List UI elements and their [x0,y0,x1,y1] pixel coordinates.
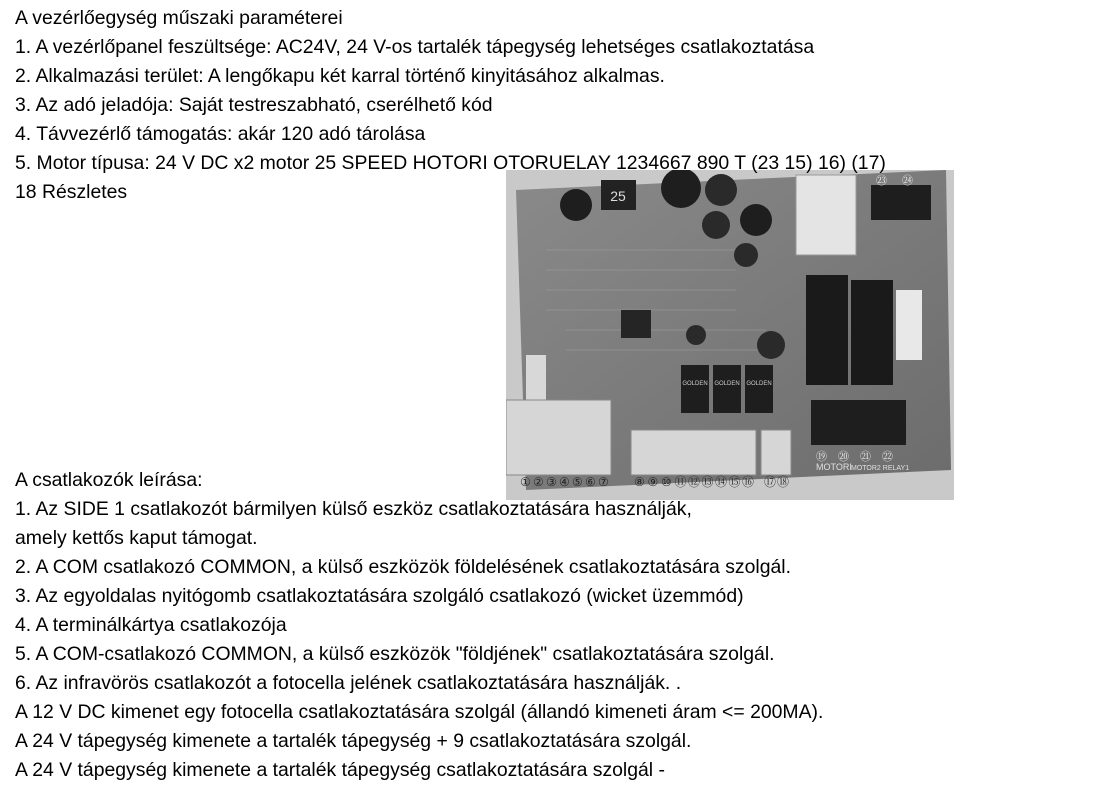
connector-number-label: ⑥ [585,475,596,489]
connector-number-label: ⑳ [838,451,849,463]
microchip [621,310,651,338]
small-terminal-block [761,430,791,475]
small-relay [745,365,773,413]
svg-text:GOLDEN: GOLDEN [746,381,772,387]
transformer-block [796,175,856,255]
capacitor [702,211,730,239]
connector-line: amely kettős kaput támogat. [15,527,258,549]
connector-line: A 24 V tápegység kimenete a tartalék tápegység csatlakoztatására szolgál - [15,759,665,781]
connector-number-label: ⑫ [688,475,701,489]
connector-number-label: ㉔ [902,175,913,187]
spec-line: 2. Alkalmazási terület: A lengőkapu két karral történő kinyitásához alkalmas. [15,65,665,87]
capacitor [705,174,737,206]
connector-number-label: ⑬ [701,475,714,489]
display-digit: 25 [610,188,626,204]
connector-line: A 24 V tápegység kimenete a tartalék tápegység + 9 csatlakoztatására szolgál. [15,730,692,752]
svg-text:GOLDEN: GOLDEN [714,381,740,387]
control-board-illustration [506,170,954,500]
connector-line: 2. A COM csatlakozó COMMON, a külső eszközök földelésének csatlakoztatására szolgál. [15,556,791,578]
connector-number-label: ③ [546,475,557,489]
connector-number-label: ⑨ [647,475,659,489]
capacitor [734,243,758,267]
connector-number-label: ⑧ [634,475,645,489]
spec-line: A vezérlőegység műszaki paraméterei [15,7,343,29]
connector-number-label: ⑲ [816,451,827,463]
connector-number-label: ④ [559,475,570,489]
spec-line: 18 Részletes [15,181,128,203]
relay [851,280,893,385]
spec-line: 1. A vezérlőpanel feszültsége: AC24V, 24 V-os tartalék tápegység lehetséges csatlakoztatása [15,36,815,58]
motor-terminal-block [811,400,906,445]
connector-number-label: ⑮ [728,475,741,489]
connector-number-label: ㉑ [860,451,871,463]
capacitor [560,189,592,221]
left-connector-labels [520,475,609,489]
left-terminal-block [506,400,611,475]
relay [806,275,848,385]
capacitor [740,204,772,236]
spec-line: 5. Motor típusa: 24 V DC x2 motor 25 SPEED HOTORI OTORUELAY 1234667 890 T (23 15) 16) (17) [15,152,886,174]
connector-number-label: ① [520,475,531,489]
connector-number-label: ② [533,475,544,489]
connector-line: 3. Az egyoldalas nyitógomb csatlakoztatására szolgáló csatlakozó (wicket üzemmód) [15,585,744,607]
top-right-terminal [871,185,931,220]
connector-line: 5. A COM-csatlakozó COMMON, a külső eszközök "földjének" csatlakoztatására szolgál. [15,643,775,665]
middle-terminal-block [631,430,756,475]
connector-line: A csatlakozók leírása: [15,469,203,491]
capacitor [757,331,785,359]
svg-text:MOTORI: MOTORI [816,462,852,472]
connector-number-label: ⑦ [598,475,609,489]
connector-line: 1. Az SIDE 1 csatlakozót bármilyen külső eszköz csatlakoztatására használják, [15,498,692,520]
connector-number-label: ⑰ [764,475,777,489]
middle-connector-labels [634,475,754,489]
connector-number-label: ⑤ [572,475,583,489]
connector-number-label: ⑪ [674,475,687,489]
connector-number-label: ⑯ [742,475,755,489]
control-board-photo [506,170,954,500]
connector-number-label: ⑱ [777,475,790,489]
connector-number-label: ⑩ [661,475,672,489]
connector-line: 6. Az infravörös csatlakozót a fotocella jelének csatlakoztatására használják. . [15,672,682,694]
capacitor [686,325,706,345]
side-connector [526,355,546,400]
svg-text:GOLDEN: GOLDEN [682,381,708,387]
spec-line: 3. Az adó jeladója: Saját testreszabható, cserélhető kód [15,94,493,116]
spec-line: 4. Távvezérlő támogatás: akár 120 adó tárolása [15,123,426,145]
connector-line: 4. A terminálkártya csatlakozója [15,614,287,636]
connector-number-label: ㉓ [876,175,887,187]
right-small-connector-labels [764,475,789,489]
connector-number-label: ⑭ [715,475,728,489]
connector-number-label: ㉒ [882,451,893,463]
small-relay [681,365,709,413]
small-relay [713,365,741,413]
relay-cover [896,290,922,360]
svg-text:MOTOR2 RELAY1: MOTOR2 RELAY1 [851,465,910,472]
connector-line: A 12 V DC kimenet egy fotocella csatlakoztatására szolgál (állandó kimeneti áram <= 200MA). [15,701,824,723]
